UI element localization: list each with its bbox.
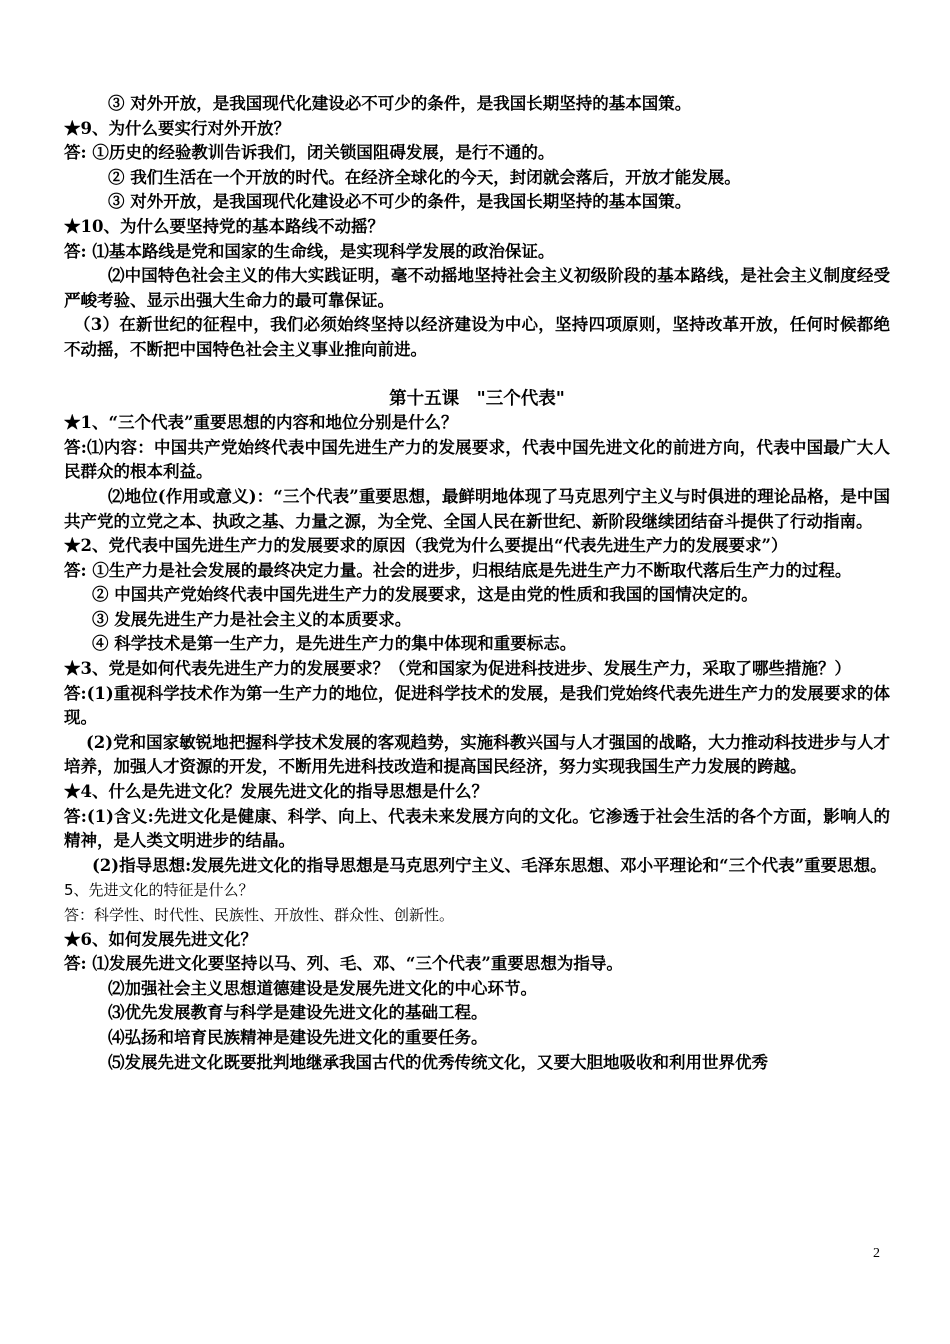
answer-paragraph: 答: ①生产力是社会发展的最终决定力量。社会的进步，归根结底是先进生产力不断取代落后生产力的过程。 [64, 560, 852, 580]
text-line: ⑸发展先进文化既要批判地继承我国古代的优秀传统文化，又要大胆地吸收和利用世界优秀 [108, 1052, 768, 1072]
text-paragraph: (2)指导思想:发展先进文化的指导思想是马克思列宁主义、毛泽东思想、邓小平理论和“三个代表”重要思想。 [92, 855, 887, 875]
answer-paragraph: 答:⑴内容：中国共产党始终代表中国先进生产力的发展要求，代表中国先进文化的前进方向，代表中国最广大人民群众的根本利益。 [64, 437, 890, 482]
text-paragraph: （3）在新世纪的征程中，我们必须始终坚持以经济建设为中心，坚持四项原则，坚持改革开放，任何时候都绝不动摇，不断把中国特色社会主义事业推向前进。 [64, 315, 890, 359]
text-line: ④ 科学技术是第一生产力，是先进生产力的集中体现和重要标志。 [92, 634, 577, 654]
question-heading: 5、先进文化的特征是什么？ [64, 881, 254, 900]
question-heading: ★1、“三个代表”重要思想的内容和地位分别是什么？ [64, 413, 458, 433]
answer-paragraph: 答:(1)含义:先进文化是健康、科学、向上、代表未来发展方向的文化。它渗透于社会生活的各个方面，影响人的精神，是人类文明进步的结晶。 [64, 806, 890, 851]
text-line: ② 我们生活在一个开放的时代。在经济全球化的今天，封闭就会落后，开放才能发展。 [108, 167, 741, 187]
page-number: 2 [873, 1246, 880, 1261]
text-paragraph: (2)党和国家敏锐地把握科学技术发展的客观趋势，实施科教兴国与人才强国的战略，大力推动科技进步与人才培养，加强人才资源的开发，不断用先进科技改造和提高国民经济，努力实现我国生产力发展的跨越。 [64, 732, 890, 777]
text-line: ⑶优先发展教育与科学是建设先进文化的基础工程。 [108, 1003, 488, 1023]
text-line: ③ 发展先进生产力是社会主义的本质要求。 [92, 609, 412, 629]
text-line: ③ 对外开放，是我国现代化建设必不可少的条件，是我国长期坚持的基本国策。 [108, 94, 692, 113]
text-paragraph: ⑵地位(作用或意义)：“三个代表”重要思想，最鲜明地体现了马克思列宁主义与时俱进的理论品格，是中国共产党的立党之本、执政之基、力量之源，为全党、全国人民在新世纪、新阶段继续团结奋斗提供了行动指南。 [64, 486, 890, 531]
text-line: ⑵加强社会主义思想道德建设是发展先进文化的中心环节。 [108, 978, 537, 998]
answer-line: 答: ⑴基本路线是党和国家的生命线，是实现科学发展的政治保证。 [64, 241, 555, 261]
text-line: ② 中国共产党始终代表中国先进生产力的发展要求，这是由党的性质和我国的国情决定的。 [92, 585, 758, 605]
answer-line: 答：科学性、时代性、民族性、开放性、群众性、创新性。 [64, 906, 455, 924]
text-paragraph: ⑵中国特色社会主义的伟大实践证明，毫不动摇地坚持社会主义初级阶段的基本路线，是社会主义制度经受严峻考验、显示出强大生命力的最可靠保证。 [64, 266, 890, 310]
document-page [64, 92, 890, 1075]
answer-paragraph: 答:(1)重视科学技术作为第一生产力的地位，促进科学技术的发展，是我们党始终代表先进生产力的发展要求的体现。 [64, 683, 890, 728]
question-heading: ★10、为什么要坚持党的基本路线不动摇？ [64, 216, 384, 236]
answer-line: 答: ⑴发展先进文化要坚持以马、列、毛、邓、“三个代表”重要思想为指导。 [64, 954, 623, 974]
text-line: ⑷弘扬和培育民族精神是建设先进文化的重要任务。 [108, 1027, 488, 1047]
answer-line: 答: ①历史的经验教训告诉我们，闭关锁国阻碍发展，是行不通的。 [64, 143, 555, 163]
question-heading: ★2、党代表中国先进生产力的发展要求的原因（我党为什么要提出“代表先进生产力的发展要求”） [64, 536, 788, 556]
question-heading: ★4、什么是先进文化？发展先进文化的指导思想是什么？ [64, 782, 488, 802]
lesson-title: 第十五课 "三个代表" [389, 388, 565, 409]
question-heading: ★6、如何发展先进文化？ [64, 929, 257, 949]
question-heading: ★9、为什么要实行对外开放？ [64, 118, 290, 138]
question-heading: ★3、党是如何代表先进生产力的发展要求？（党和国家为促进科技进步、发展生产力，采取了哪些措施？） [64, 659, 851, 679]
text-line: ③ 对外开放，是我国现代化建设必不可少的条件，是我国长期坚持的基本国策。 [108, 192, 692, 212]
